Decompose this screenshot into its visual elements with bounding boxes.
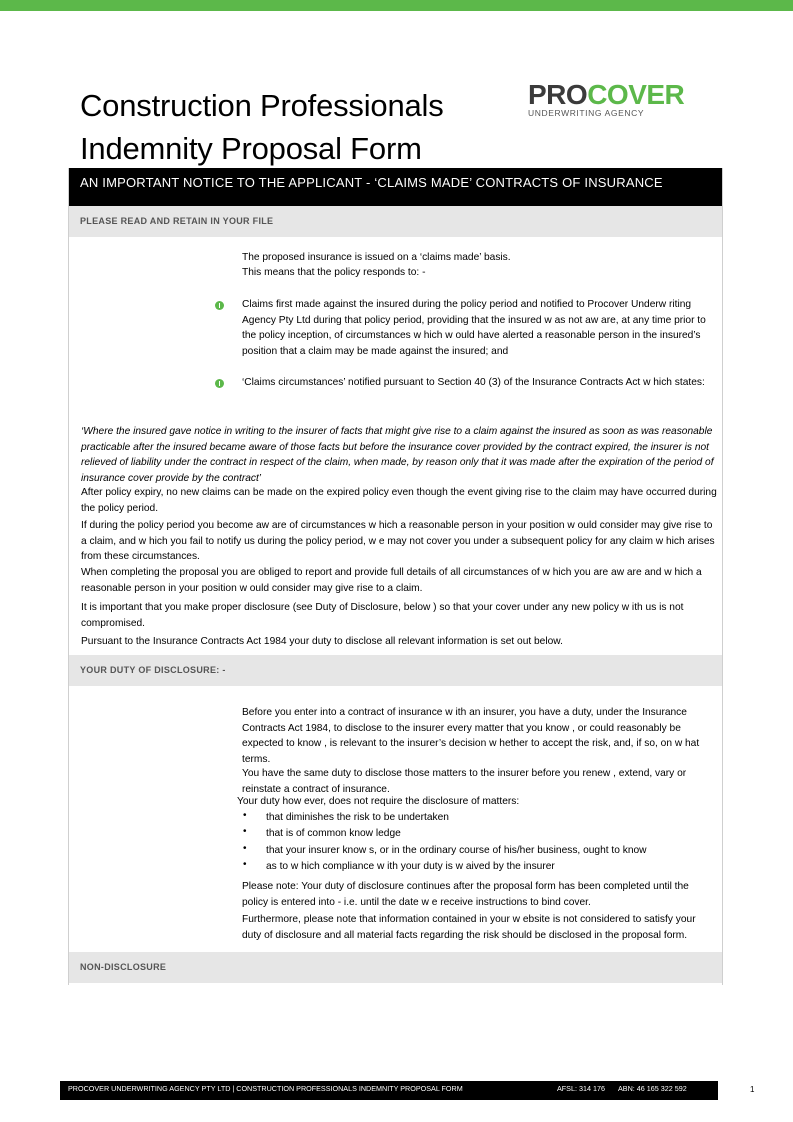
footer-afsl: AFSL: 314 176 <box>557 1084 605 1093</box>
page-number: 1 <box>750 1085 755 1094</box>
logo-cover-text: COVER <box>587 79 685 110</box>
duty-para-2: You have the same duty to disclose those matters to the insurer before you renew , extend, vary or reinstate a contract of insurance. <box>242 768 687 795</box>
notice-header: AN IMPORTANT NOTICE TO THE APPLICANT - ‘CLAIMS MADE’ CONTRACTS OF INSURANCE <box>69 168 722 206</box>
duty-list-item-3: that your insurer know s, or in the ordinary course of his/her business, ought to know <box>266 845 647 856</box>
page-footer <box>60 1081 718 1100</box>
claims-para-1: After policy expiry, no new claims can be made on the expired policy even though the event giving rise to the claim may have occurred during the policy period. <box>81 487 717 514</box>
claims-para-2: If during the policy period you become aw are of circumstances w hich a reasonable person in your position w ould consider may give rise to a claim, and w hich you fail to notify us during the policy period, w e may not cover you under a subsequent policy for any claim w hich arises from these circumstances. <box>81 520 715 562</box>
info-bullet-icon <box>215 301 224 310</box>
duty-para-4: Please note: Your duty of disclosure continues after the proposal form has been completed until the policy is entered into - i.e. until the date w e receive instructions to bind cover. <box>242 881 689 908</box>
page-title-line2: Indemnity Proposal Form <box>80 131 422 166</box>
duty-para-1: Before you enter into a contract of insurance w ith an insurer, you have a duty, under the Insurance Contracts Act 1984, to disclose to the insurer every matter that you know , or could reasonably be expected to know , is relevant to the insurer’s decision w hether to accept the risk, and, if so, on w hat terms. <box>242 707 700 765</box>
logo-subtitle: UNDERWRITING AGENCY <box>528 108 645 118</box>
section-read-retain: PLEASE READ AND RETAIN IN YOUR FILE <box>69 206 722 237</box>
footer-abn: ABN: 46 165 322 592 <box>618 1084 687 1093</box>
claims-intro-1: The proposed insurance is issued on a ‘claims made’ basis. <box>242 252 511 263</box>
duty-para-3: Your duty how ever, does not require the disclosure of matters: <box>237 796 520 807</box>
info-bullet-icon <box>215 379 224 388</box>
duty-list-item-1: that diminishes the risk to be undertaken <box>266 812 449 823</box>
claims-para-3: When completing the proposal you are obliged to report and provide full details of all circumstances of w hich you are aw are and w hich a reasonable person in your position w ould consider may give rise to a claim. <box>81 567 702 594</box>
logo-pro-text: PRO <box>528 79 588 110</box>
page-title-line1: Construction Professionals <box>80 88 444 123</box>
list-bullet: • <box>243 810 247 821</box>
procover-logo <box>528 79 685 118</box>
duty-list-item-2: that is of common know ledge <box>266 828 401 839</box>
content-frame <box>68 168 723 985</box>
footer-company: PROCOVER UNDERWRITING AGENCY PTY LTD | CONSTRUCTION PROFESSIONALS INDEMNITY PROPOSAL FORM <box>68 1084 463 1093</box>
claims-intro-2: This means that the policy responds to: - <box>242 267 426 278</box>
duty-para-5: Furthermore, please note that information contained in your w ebsite is not considered to satisfy your duty of disclosure and all material facts regarding the risk should be disclosed in the proposal form. <box>242 914 696 941</box>
claims-bullet-1: Claims first made against the insured during the policy period and notified to Procover Underw riting Agency Pty Ltd during that policy period, providing that the insured w as not aw are, at any time prior to the policy inception, of circumstances w hich w ould have alerted a reasonable person in the insured’s position that a claim may be made against the insured; and <box>242 299 706 357</box>
claims-bullet-2: ‘Claims circumstances’ notified pursuant to Section 40 (3) of the Insurance Contracts Act w hich states: <box>242 377 705 388</box>
list-bullet: • <box>243 826 247 837</box>
claims-para-5: Pursuant to the Insurance Contracts Act 1984 your duty to disclose all relevant information is set out below. <box>81 636 563 647</box>
list-bullet: • <box>243 859 247 870</box>
section-40-quote: ‘Where the insured gave notice in writing to the insurer of facts that might give rise to a claim against the insured as soon as was reasonable practicable after the insured became aware of those facts but before the insurance cover provided by the contract expired, the insurer is not relieved of liability under the contract in respect of the claim, when made, by reason only that it was made after the expiration of the period of insurance cover provide by the contract’ <box>81 426 714 484</box>
section-duty-of-disclosure: YOUR DUTY OF DISCLOSURE: - <box>69 655 722 686</box>
list-bullet: • <box>243 843 247 854</box>
section-non-disclosure: NON-DISCLOSURE <box>69 952 722 983</box>
top-accent-bar <box>0 0 793 11</box>
duty-list-item-4: as to w hich compliance w ith your duty is w aived by the insurer <box>266 861 555 872</box>
page-title <box>80 84 444 170</box>
claims-para-4: It is important that you make proper disclosure (see Duty of Disclosure, below ) so that your cover under any new policy w ith us is not compromised. <box>81 602 684 629</box>
